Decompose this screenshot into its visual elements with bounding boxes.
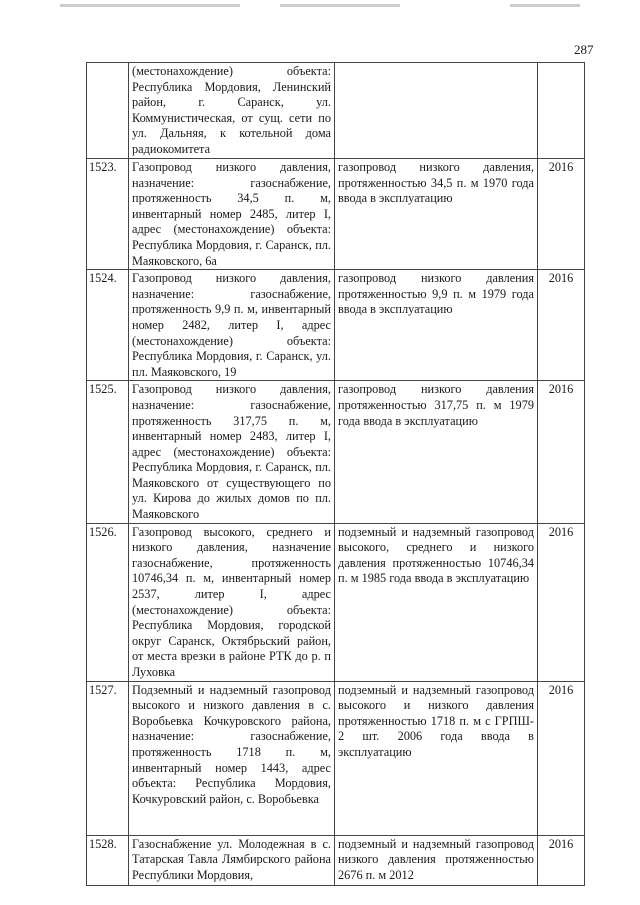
row-number-cell: [87, 523, 129, 681]
object-name: Газоснабжение ул. Молодежная в с. Татарская Тавла Лямбирского района Республики Мордовия,: [132, 836, 331, 882]
year-cell: [538, 159, 585, 270]
year: 2016: [548, 524, 574, 539]
object-description: газопровод низкого давления протяженностью 9,9 п. м 1979 года ввода в эксплуатацию: [338, 271, 534, 317]
year-cell: [538, 523, 585, 681]
row-number-cell: [87, 835, 129, 885]
year-cell: [538, 270, 585, 381]
object-name: Газопровод низкого давления, назначение: газоснабжение, протяженность 9,9 п. м, инвентарный номер 2482, литер I, адрес (местонахождение) объекта: Республика Мордовия, г. Саранск, ул. пл. Маяковского, 19: [132, 271, 331, 379]
year: 2016: [548, 160, 574, 174]
object-description: подземный и надземный газопровод высокого, среднего и низкого давления протяженностью 10746,34 п. м 1985 года ввода в эксплуатацию: [338, 524, 534, 586]
year-cell: [538, 835, 585, 885]
row-number: 1523.: [89, 160, 117, 174]
object-name: (местонахождение) объекта: Республика Мордовия, Ленинский район, г. Саранск, ул. Коммунистическая, от сущ. сети по ул. Дальняя, к котельной дома радиокомитета: [132, 64, 331, 156]
table-row: [87, 270, 585, 381]
object-description-cell: [335, 523, 538, 681]
object-description-cell: [335, 159, 538, 270]
object-description: газопровод низкого давления протяженностью 317,75 п. м 1979 года ввода в эксплуатацию: [338, 382, 534, 428]
object-name: Газопровод низкого давления, назначение: газоснабжение, протяженность 317,75 п. м, инвентарный номер 2483, литер I, адрес (местонахождение) объекта: Республика Мордовия, г. Саранск, пл. Маяковского от существующего по ул. Кирова до жилых домов по пл. Маяковского: [132, 382, 331, 522]
row-number-cell: [87, 159, 129, 270]
year-cell: [538, 681, 585, 835]
object-description: подземный и надземный газопровод высокого и низкого давления протяженностью 1718 п. м с ГРПШ- 2 шт. 2006 года ввода в эксплуатацию: [338, 682, 534, 759]
object-name-cell: [129, 523, 335, 681]
row-number-cell: [87, 381, 129, 523]
scan-artifact: [510, 4, 580, 7]
year: 2016: [548, 382, 574, 397]
object-name: Газопровод низкого давления, назначение: газоснабжение, протяженность 34,5 п. м, инвентарный номер 2485, литер I, адрес (местонахождение) объекта: Республика Мордовия, г. Саранск, пл. Маяковского, 6а: [132, 160, 331, 268]
row-number: 1526.: [89, 524, 117, 539]
row-number-cell: [87, 270, 129, 381]
object-name-cell: [129, 159, 335, 270]
object-name-cell: [129, 681, 335, 835]
row-number: 1524.: [89, 271, 117, 286]
year: 2016: [548, 836, 574, 851]
year: 2016: [548, 682, 574, 697]
object-description: подземный и надземный газопровод низкого давления протяженностью 2676 п. м 2012: [338, 836, 534, 882]
object-name-cell: [129, 270, 335, 381]
page-number: 287: [574, 42, 594, 57]
row-number: 1527.: [89, 682, 117, 697]
year: 2016: [548, 271, 574, 286]
table-row: [87, 381, 585, 523]
table-body: [87, 63, 585, 886]
scan-artifact: [280, 4, 400, 7]
object-name: Подземный и надземный газопровод высокого и низкого давления в с. Воробьевка Кочкуровского района, назначение: газоснабжение, протяженность 1718 п. м, инвентарный номер 1443, адрес объекта: Республика Мордовия, Кочкуровский район, с. Воробьевка: [132, 682, 331, 806]
table-row: [87, 63, 585, 159]
row-number: 1525.: [89, 382, 117, 397]
object-description: газопровод низкого давления, протяженностью 34,5 п. м 1970 года ввода в эксплуатацию: [338, 160, 534, 206]
object-name: Газопровод высокого, среднего и низкого давления, назначение газоснабжение, протяженность 10746,34 п. м, инвентарный номер 2537, литер I, адрес (местонахождение) объекта: Республика Мордовия, городской округ Саранск, Октябрьский район, от места врезки в районе РТК до р. п Луховка: [132, 524, 331, 679]
object-description-cell: [335, 835, 538, 885]
row-number: 1528.: [89, 836, 117, 851]
object-description-cell: [335, 270, 538, 381]
table-row: [87, 159, 585, 270]
table-row: [87, 681, 585, 835]
object-name-cell: [129, 63, 335, 159]
object-name-cell: [129, 381, 335, 523]
property-table: [86, 62, 585, 886]
object-description-cell: [335, 63, 538, 159]
year-cell: [538, 63, 585, 159]
row-number-cell: [87, 681, 129, 835]
row-number-cell: [87, 63, 129, 159]
table-row: [87, 835, 585, 885]
table-row: [87, 523, 585, 681]
year-cell: [538, 381, 585, 523]
object-description-cell: [335, 381, 538, 523]
scan-artifact: [60, 4, 240, 7]
object-name-cell: [129, 835, 335, 885]
object-description-cell: [335, 681, 538, 835]
